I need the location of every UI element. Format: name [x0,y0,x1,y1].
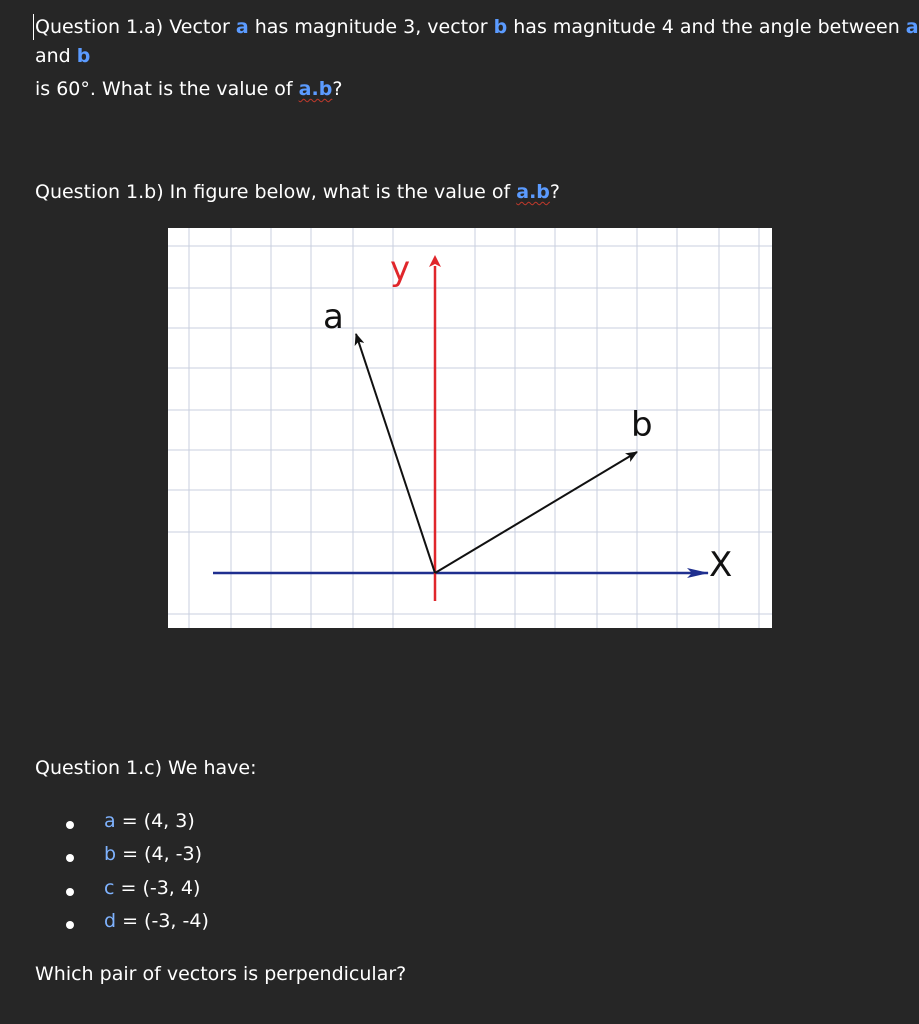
q1a-vector-a-2: a [905,16,919,38]
question-1b [35,180,560,204]
label-a: a [323,297,344,337]
vector-value: = (4, -3) [116,843,202,865]
question-1a-line-2 [35,44,90,68]
vector-b [435,452,637,573]
vector-diagram [168,228,772,628]
bullet-icon [66,888,74,896]
q1a-vector-b-2: b [76,45,91,67]
question-1a-line-1 [35,15,919,39]
bullet-icon [66,921,74,929]
q1b-dot-product: a.b [516,181,550,203]
q1a-prefix: Question 1.a) Vector [35,16,236,38]
list-item [0,875,400,905]
q1a-dot-product: a.b [298,78,333,100]
label-b: b [631,405,653,445]
vector-name: b [104,843,117,865]
list-item-text [104,810,195,832]
vector-figure [168,228,772,628]
list-item [0,841,400,871]
bullet-icon [66,854,74,862]
vector-a [356,334,435,573]
list-item [0,908,400,938]
question-1c-prompt: Which pair of vectors is perpendicular? [35,963,407,985]
question-1c-heading: Question 1.c) We have: [35,757,257,779]
q1a-vector-a: a [235,16,249,38]
vector-name: d [104,910,117,932]
list-item [0,808,400,838]
list-item-text [104,843,202,865]
list-item-text [104,877,200,899]
q1a-line3-prefix: is 60°. What is the value of [35,78,299,100]
q1b-suffix: ? [549,181,560,203]
q1a-line3-suffix: ? [332,78,343,100]
text-cursor [33,14,34,40]
question-1a-line-3 [35,77,342,101]
vector-name: a [104,810,116,832]
q1a-mid2: has magnitude 4 and the angle between [507,16,906,38]
list-item-text [104,910,209,932]
q1a-line2-prefix: and [35,45,77,67]
label-x: X [709,545,733,585]
q1a-mid1: has magnitude 3, vector [248,16,494,38]
vector-value: = (-3, 4) [114,877,201,899]
grid-lines [168,228,772,628]
bullet-icon [66,821,74,829]
vector-value: = (-3, -4) [116,910,209,932]
label-y: y [390,249,411,289]
q1b-prefix: Question 1.b) In figure below, what is the value of [35,181,517,203]
vector-value: = (4, 3) [115,810,195,832]
q1a-vector-b: b [493,16,508,38]
vector-name: c [104,877,115,899]
